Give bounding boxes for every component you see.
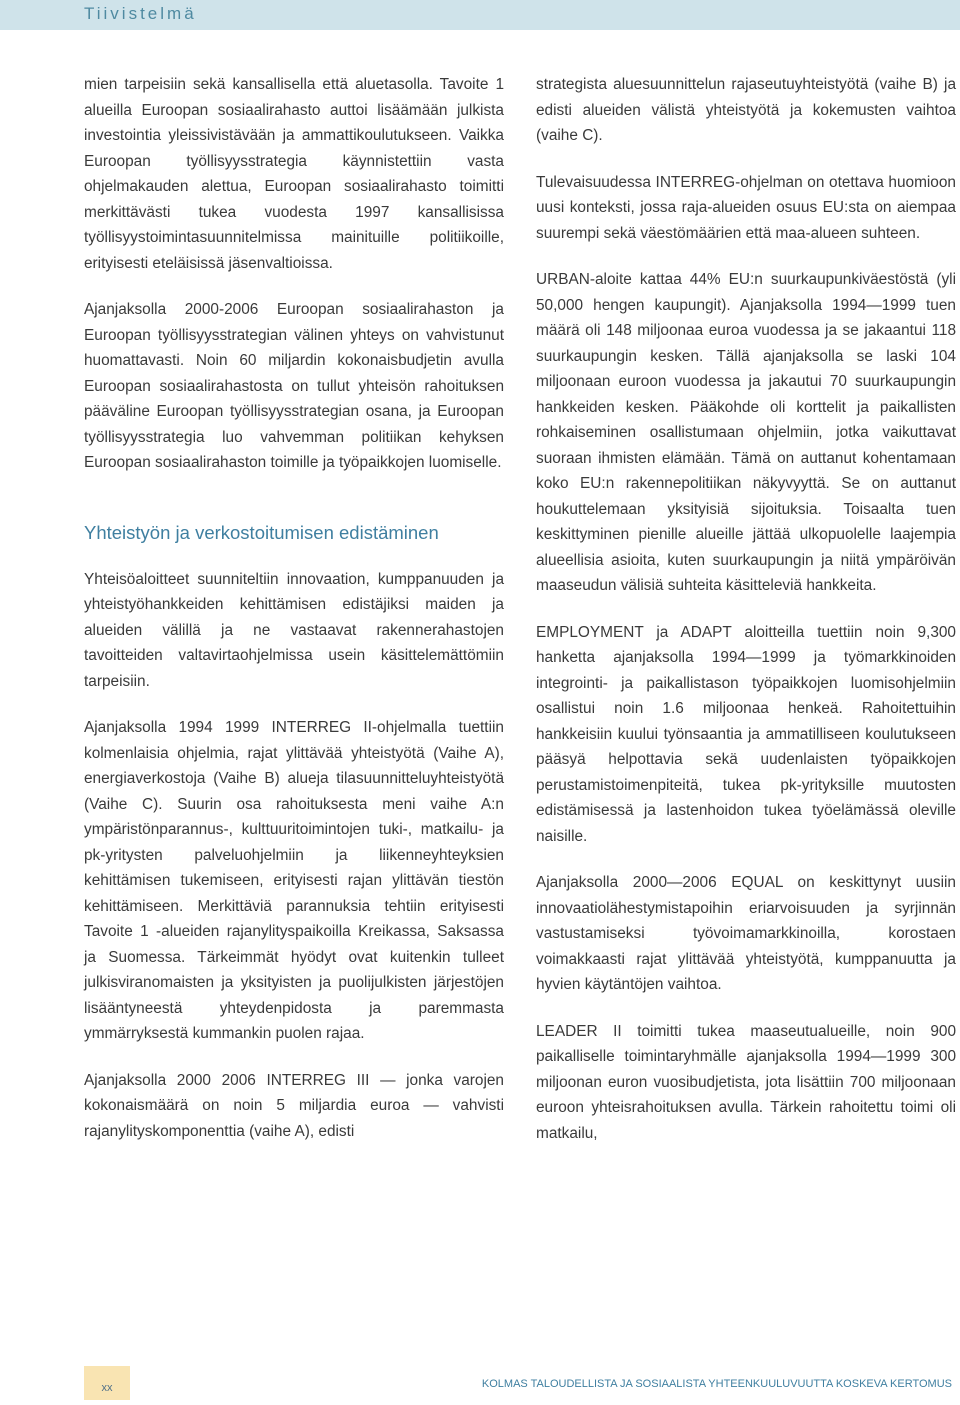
page-number-box bbox=[84, 1366, 130, 1400]
body-paragraph: Ajanjaksolla 2000-2006 Euroopan sosiaalirahaston ja Euroopan työllisyysstrategian välinen yhteys on vahvistunut huomattavasti. Noin 60 miljardin kokonaisbudjetin avulla Euroopan sosiaalirahastosta on tullut yhteisön rahoituksen pääväline Euroopan työllisyysstrategian osana, ja Euroopan työllisyysstrategia luo vahvemman politiikan kehyksen Euroopan sosiaalirahaston toimille ja työpaikkojen luomiselle. bbox=[84, 301, 504, 471]
body-paragraph: Ajanjaksolla 1994 1999 INTERREG II-ohjelmalla tuettiin kolmenlaisia ohjelmia, rajat ylittävää yhteistyötä (Vaihe A), energiaverkostoja (Vaihe B) alueja tilasuunnitteluyhteistyötä (Vaihe C). Suurin osa rahoituksesta meni vaihe A:n ympäristönparannus-, kulttuuritoimintojen tuki-, matkailu- ja pk-yritysten palveluohjelmiin ja liikenneyhteyksien kehittämisen tukemiseen, erityisesti rajan ylittävän tiestön kehittämiseen. Merkittäviä parannuksia tehtiin erityisesti Tavoite 1 -alueiden rajanylityspaikoilla Kreikassa, Saksassa ja Suomessa. Tärkeimmät hyödyt ovat kuitenkin tulleet julkisviranomaisten ja yksityisten ja puolijulkisten järjestöjen lisääntyneestä yhteydenpidosta ja paremmasta ymmärryksestä kummankin puolen rajaa. bbox=[84, 719, 504, 1042]
footer-title: KOLMAS TALOUDELLISTA JA SOSIAALISTA YHTEENKUULUVUUTTA KOSKEVA KERTOMUS bbox=[481, 1378, 952, 1390]
left-column bbox=[84, 72, 504, 1144]
body-paragraph: strategista aluesuunnittelun rajaseutuyhteistyötä (vaihe B) ja edisti alueiden välistä yhteistyötä ja kokemusten vaihtoa (vaihe C). bbox=[536, 76, 956, 144]
header-bar bbox=[0, 0, 960, 30]
body-paragraph: Tulevaisuudessa INTERREG-ohjelman on otettava huomioon uusi konteksti, jossa raja-alueiden osuus EU:sta on aiempaa suurempi sekä väestömäärien että maa-alueen suhteen. bbox=[536, 173, 956, 242]
header-label: Tiivistelmä bbox=[84, 4, 197, 23]
body-paragraph: EMPLOYMENT ja ADAPT aloitteilla tuettiin noin 9,300 hanketta ajanjaksolla 1994—1999 ja työmarkkinoiden integrointi- ja paikallistason työpaikkojen luomisohjelmiin osallistui noin 1.6 miljoonaa henkeä. Rahoitettuihin hankkeisiin kuului työnsaantia ja ammatilliseen koulutukseen pääsyä helpottavia sekä uudenlaisten työpaikkojen perustamistoimenpiteitä, tukea pk-yrityksille muutosten edistämisessä ja lastenhoidon tukea työelämässä oleville naisille. bbox=[536, 623, 956, 845]
page-number: xx bbox=[101, 1382, 113, 1394]
section-heading: Yhteistyön ja verkostoitumisen edistäminen bbox=[84, 521, 439, 543]
body-paragraph: URBAN-aloite kattaa 44% EU:n suurkaupunkiväestöstä (yli 50,000 hengen kaupungit). Ajanjaksolla 1994—1999 tuen määrä oli 148 miljoonaa euroa vuodessa ja se jakaantui 118 suurkaupungin kesken. Tällä ajanjaksolla se laski 104 miljoonaan euroon vuodessa ja jakautui 70 suurkaupungin hankkeiden kesken. Pääkohde oli korttelit ja paikallisten rohkaiseminen osallistumaan ohjelmiin, jotka vaikuttavat suoraan ihmisten elämään. Tämä on auttanut kohentamaan koko EU:n rakennepolitiikan näkyvyyttä. Se on auttanut houkuttelemaan yksityisiä sijoituksia. Toisaalta tuen keskittyminen pienille alueille jättää ulkopuolelle laajempia alueellisia asioita, kuten suurkaupungin ja niitä ympäröivän maaseudun välisiä suhteita käsitteleviä hankkeita. bbox=[536, 271, 956, 594]
body-paragraph: Yhteisöaloitteet suunniteltiin innovaation, kumppanuuden ja yhteistyöhankkeiden kehittämisen edistäjiksi maiden ja alueiden välillä ja ne vastaavat rakennerahastojen tavoitteiden valtavirtaohjelmissa usein käsittelemättömiin tarpeisiin. bbox=[84, 570, 504, 690]
right-column bbox=[536, 72, 956, 1146]
body-paragraph: LEADER II toimitti tukea maaseutualueille, noin 900 paikalliselle toimintaryhmälle ajanjaksolla 1994—1999 300 miljoonan euron vuosibudjetista, jota lisättiin 700 miljoonaan euroon yhteisrahoituksen avulla. Tärkein rahoitettu toimi oli matkailu, bbox=[536, 1022, 956, 1142]
body-paragraph: Ajanjaksolla 2000 2006 INTERREG III — jonka varojen kokonaismäärä on noin 5 miljardia euroa — vahvisti rajanylityskomponenttia (vaihe A), edisti bbox=[84, 1071, 504, 1140]
body-paragraph: Ajanjaksolla 2000—2006 EQUAL on keskittynyt uusiin innovaatiolähestymistapoihin eriarvoisuuden ja syrjinnän vastustamiseksi työvoimamarkkinoilla, korostaen voimakkaasti rajat ylittävää yhteistyötä, kumppanuutta ja hyvien käytäntöjen vaihtoa. bbox=[536, 874, 956, 993]
body-paragraph: mien tarpeisiin sekä kansallisella että aluetasolla. Tavoite 1 alueilla Euroopan sosiaalirahasto auttoi lisäämään julkista investointia yleissivistävään ja ammattikoulutukseen. Vaikka Euroopan työllisyysstrategia käynnistettiin vasta ohjelmakauden alettua, Euroopan sosiaalirahasto toimitti merkittävästi tukea vuodesta 1997 kansallisissa työllisyystoimintasuunnitelmissa mainituille politiikoille, erityisesti eteläisissä jäsenvaltioissa. bbox=[84, 76, 504, 272]
